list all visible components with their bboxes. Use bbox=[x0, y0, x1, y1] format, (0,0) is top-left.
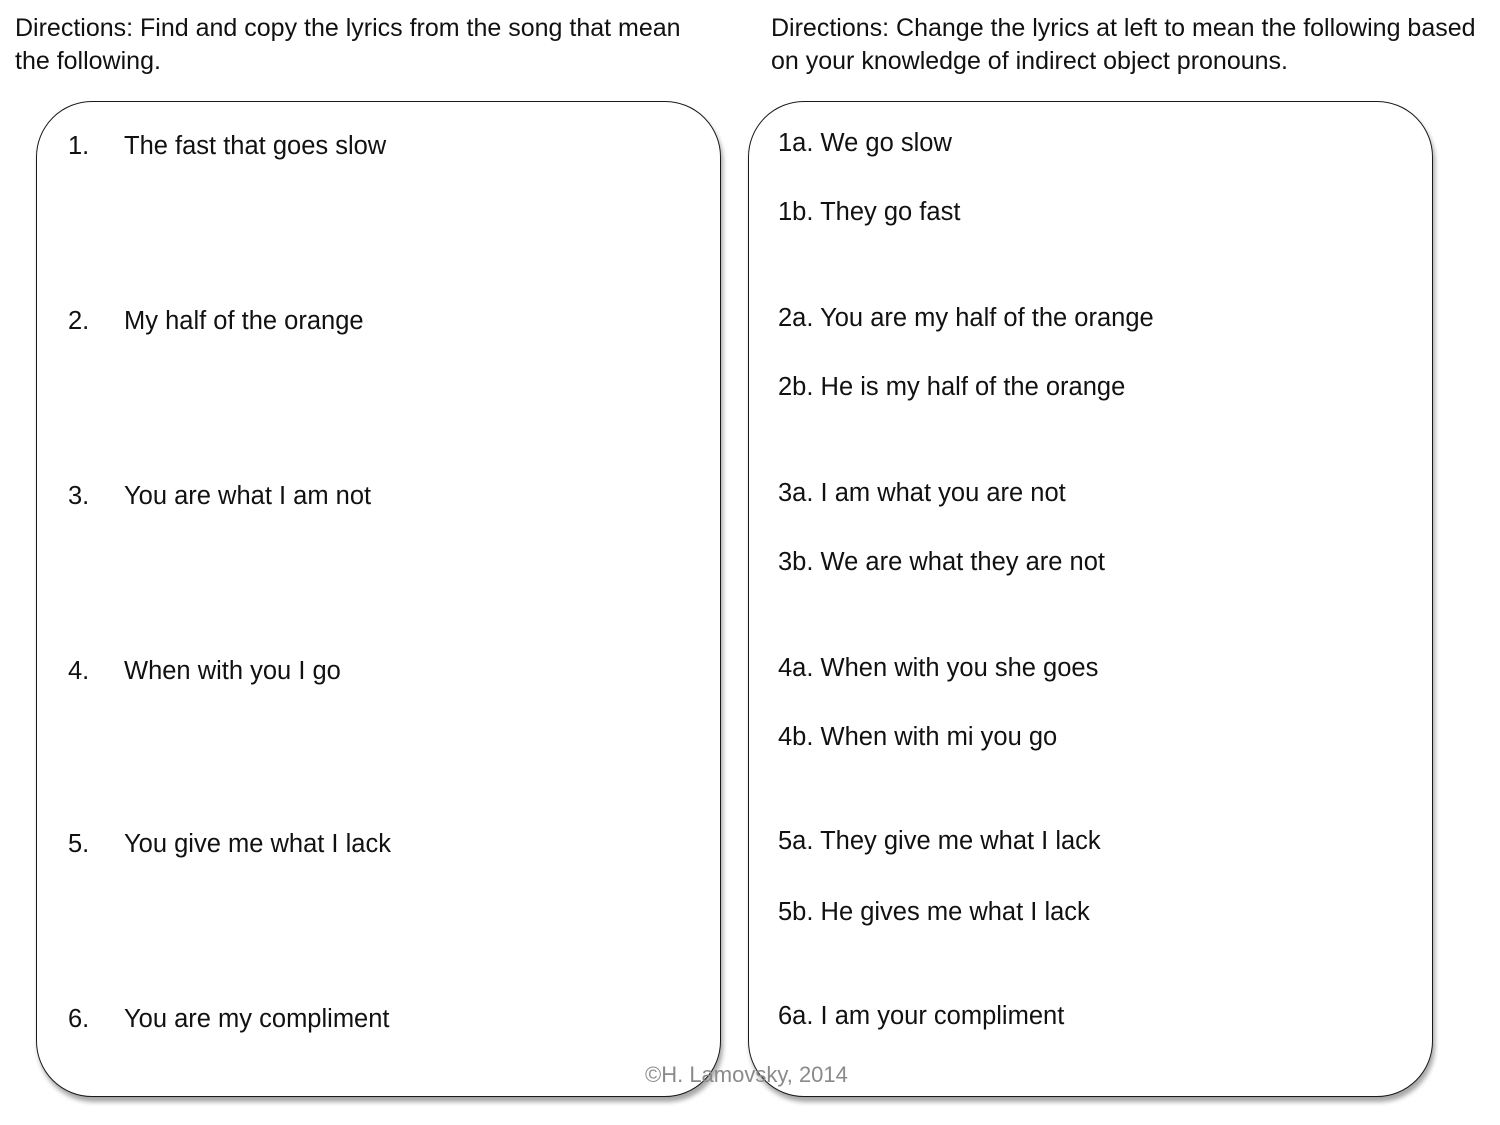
right-item-4a: 4a. When with you she goes bbox=[778, 654, 1099, 682]
right-lyrics-card bbox=[748, 101, 1433, 1097]
item-number: 5. bbox=[68, 830, 90, 858]
item-text: When with you I go bbox=[124, 657, 341, 685]
item-number: 6. bbox=[68, 1005, 90, 1033]
right-item-5a: 5a. They give me what I lack bbox=[778, 827, 1101, 855]
copyright-notice: ©H. Lamovsky, 2014 bbox=[645, 1062, 848, 1087]
item-number: 3. bbox=[68, 482, 90, 510]
item-text: The fast that goes slow bbox=[124, 132, 387, 160]
right-item-1a: 1a. We go slow bbox=[778, 129, 952, 157]
item-number: 2. bbox=[68, 307, 90, 335]
right-item-2a: 2a. You are my half of the orange bbox=[778, 304, 1154, 332]
right-item-3b: 3b. We are what they are not bbox=[778, 548, 1105, 576]
right-directions: Directions: Change the lyrics at left to mean the following based on your knowledge of indirect object pronouns. bbox=[771, 14, 1476, 75]
right-item-2b: 2b. He is my half of the orange bbox=[778, 373, 1126, 401]
item-text: You give me what I lack bbox=[124, 830, 391, 858]
item-text: You are what I am not bbox=[124, 482, 372, 510]
right-item-6a: 6a. I am your compliment bbox=[778, 1002, 1065, 1030]
item-number: 4. bbox=[68, 657, 90, 685]
right-item-3a: 3a. I am what you are not bbox=[778, 479, 1066, 507]
left-directions: Directions: Find and copy the lyrics from the song that mean the following. bbox=[15, 14, 681, 75]
item-text: You are my compliment bbox=[124, 1005, 390, 1033]
right-item-4b: 4b. When with mi you go bbox=[778, 723, 1058, 751]
right-item-1b: 1b. They go fast bbox=[778, 198, 961, 226]
right-item-5b: 5b. He gives me what I lack bbox=[778, 898, 1090, 926]
item-number: 1. bbox=[68, 132, 90, 160]
item-text: My half of the orange bbox=[124, 307, 364, 335]
left-lyrics-card bbox=[36, 101, 721, 1097]
